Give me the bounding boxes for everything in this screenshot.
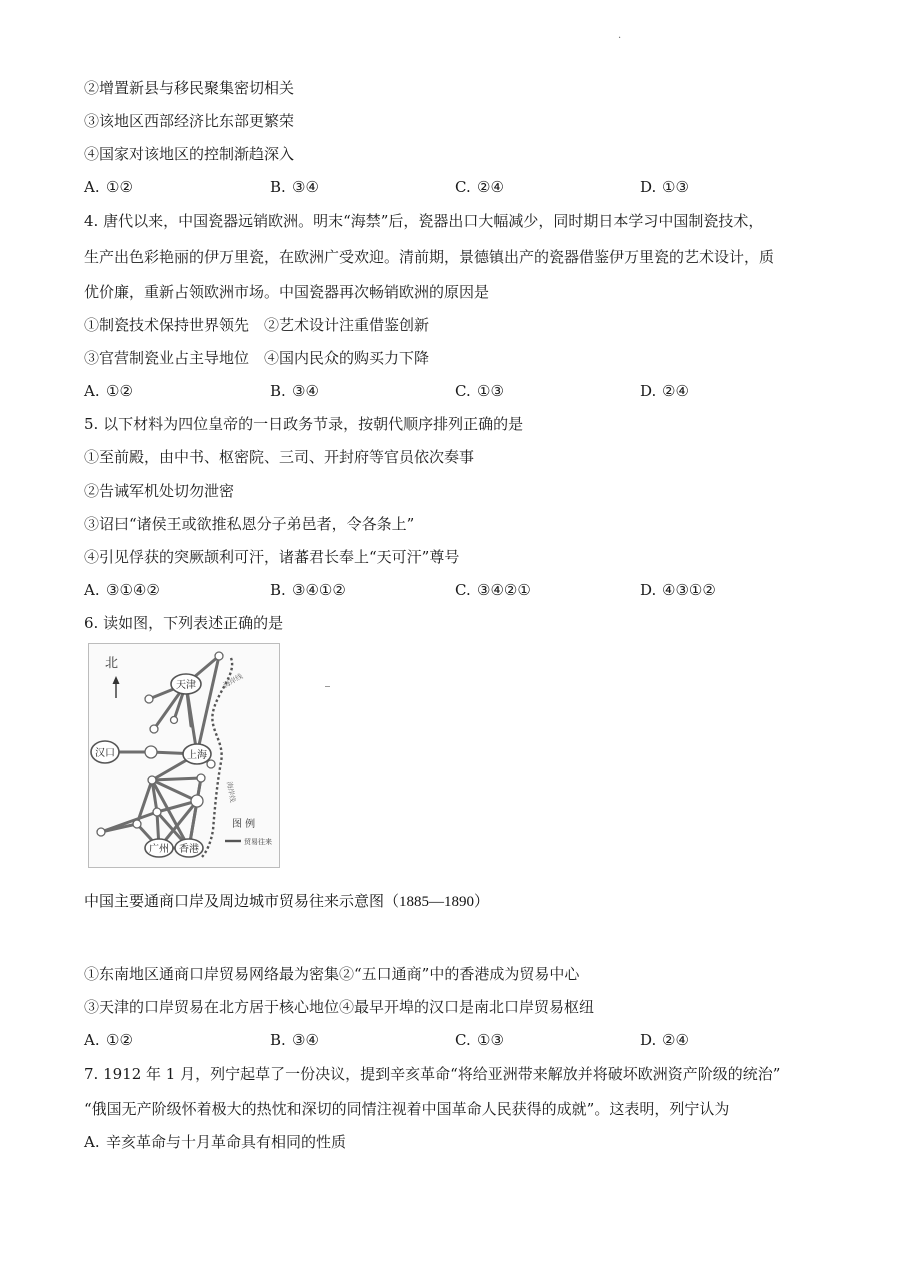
svg-text:广州: 广州 bbox=[149, 844, 169, 855]
q5-statement-3: ③诏曰“诸侯王或欲推私恩分子弟邑者，令各条上” bbox=[84, 515, 415, 533]
q5-statement-2: ②告诫军机处切勿泄密 bbox=[84, 482, 235, 500]
city-hankou bbox=[91, 741, 119, 763]
q3-option-a[interactable]: A. ①② bbox=[84, 178, 133, 196]
city-shanghai bbox=[183, 744, 211, 764]
q3-options bbox=[84, 177, 824, 197]
north-label: 北 bbox=[105, 656, 119, 671]
q5-options bbox=[84, 580, 824, 600]
city-tianjin bbox=[171, 674, 201, 694]
q6-statements-line-1: ①东南地区通商口岸贸易网络最为密集②“五口通商”中的香港成为贸易中心 bbox=[84, 965, 580, 983]
q7-option-a[interactable]: A. 辛亥革命与十月革命具有相同的性质 bbox=[84, 1133, 347, 1151]
svg-text:上海: 上海 bbox=[187, 750, 207, 761]
q3-option-c[interactable]: C. ②④ bbox=[455, 178, 504, 196]
city-hongkong bbox=[175, 839, 203, 857]
trade-map bbox=[88, 643, 280, 868]
q6-options bbox=[84, 1030, 824, 1050]
coastline-label-north: 海岸线 bbox=[222, 672, 245, 690]
q7-options bbox=[84, 1132, 824, 1152]
q4-stem-line-1: 4. 唐代以来，中国瓷器远销欧洲。明末“海禁”后，瓷器出口大幅减少，同时期日本学习中国制瓷技术， bbox=[84, 212, 764, 230]
legend-item-label: 贸易往来 bbox=[244, 838, 272, 846]
q5-stem: 5. 以下材料为四位皇帝的一日政务节录，按朝代顺序排列正确的是 bbox=[84, 415, 524, 433]
q4-option-c[interactable]: C. ①③ bbox=[455, 382, 504, 400]
q5-option-a[interactable]: A. ③①④② bbox=[84, 581, 160, 599]
svg-text:天津: 天津 bbox=[176, 680, 196, 691]
q6-stem: 6. 读如图，下列表述正确的是 bbox=[84, 614, 284, 632]
q3-statement-2: ②增置新县与移民聚集密切相关 bbox=[84, 79, 295, 97]
q4-option-d[interactable]: D. ②④ bbox=[640, 382, 689, 400]
svg-text:汉口: 汉口 bbox=[95, 748, 115, 759]
q6-option-c[interactable]: C. ①③ bbox=[455, 1031, 504, 1049]
q5-option-d[interactable]: D. ④③①② bbox=[640, 581, 716, 599]
page-dot: . bbox=[618, 30, 622, 41]
q4-options bbox=[84, 381, 824, 401]
map-caption-text: 中国主要通商口岸及周边城市贸易往来示意图 bbox=[84, 892, 385, 910]
q7-stem-line-2: “俄国无产阶级怀着极大的热忱和深切的同情注视着中国革命人民获得的成就”。这表明，列宁认为 bbox=[84, 1100, 730, 1118]
q7-stem-line-1: 7. 1912 年 1 月，列宁起草了一份决议，提到辛亥革命“将给亚洲带来解放并将破坏欧洲资产阶级的统治” bbox=[84, 1065, 781, 1083]
coastline-label-south: 海岸线 bbox=[225, 780, 237, 804]
q5-statement-4: ④引见俘获的突厥颉利可汗，诸蕃君长奉上“天可汗”尊号 bbox=[84, 548, 460, 566]
svg-text:香港: 香港 bbox=[179, 844, 199, 855]
q3-option-d[interactable]: D. ①③ bbox=[640, 178, 689, 196]
trade-map-svg bbox=[89, 644, 279, 867]
q4-statements-line-1: ①制瓷技术保持世界领先 ②艺术设计注重借鉴创新 bbox=[84, 316, 430, 334]
map-caption bbox=[84, 891, 489, 912]
north-arrow-icon bbox=[113, 676, 120, 698]
q4-option-a[interactable]: A. ①② bbox=[84, 382, 133, 400]
map-caption-years: （1885—1890） bbox=[384, 894, 490, 910]
q6-option-b[interactable]: B. ③④ bbox=[270, 1031, 319, 1049]
q4-statements-line-2: ③官营制瓷业占主导地位 ④国内民众的购买力下降 bbox=[84, 349, 430, 367]
q5-statement-1: ①至前殿，由中书、枢密院、三司、开封府等官员依次奏事 bbox=[84, 448, 475, 466]
q4-stem-line-3: 优价廉，重新占领欧洲市场。中国瓷器再次畅销欧洲的原因是 bbox=[84, 283, 490, 301]
q3-statement-3: ③该地区西部经济比东部更繁荣 bbox=[84, 112, 295, 130]
map-legend bbox=[225, 817, 272, 846]
q6-option-d[interactable]: D. ②④ bbox=[640, 1031, 689, 1049]
q4-stem-line-2: 生产出色彩艳丽的伊万里瓷，在欧洲广受欢迎。清前期，景德镇出产的瓷器借鉴伊万里瓷的艺术设计，质 bbox=[84, 248, 775, 266]
q3-option-b[interactable]: B. ③④ bbox=[270, 178, 319, 196]
q5-option-b[interactable]: B. ③④①② bbox=[270, 581, 346, 599]
city-guangzhou bbox=[145, 839, 173, 857]
q6-statements-line-2: ③天津的口岸贸易在北方居于核心地位④最早开埠的汉口是南北口岸贸易枢纽 bbox=[84, 998, 595, 1016]
q3-statement-4: ④国家对该地区的控制渐趋深入 bbox=[84, 145, 295, 163]
q4-option-b[interactable]: B. ③④ bbox=[270, 382, 319, 400]
legend-title: 图 例 bbox=[232, 819, 256, 830]
stray-mark bbox=[325, 686, 330, 687]
q5-option-c[interactable]: C. ③④②① bbox=[455, 581, 531, 599]
q6-option-a[interactable]: A. ①② bbox=[84, 1031, 133, 1049]
